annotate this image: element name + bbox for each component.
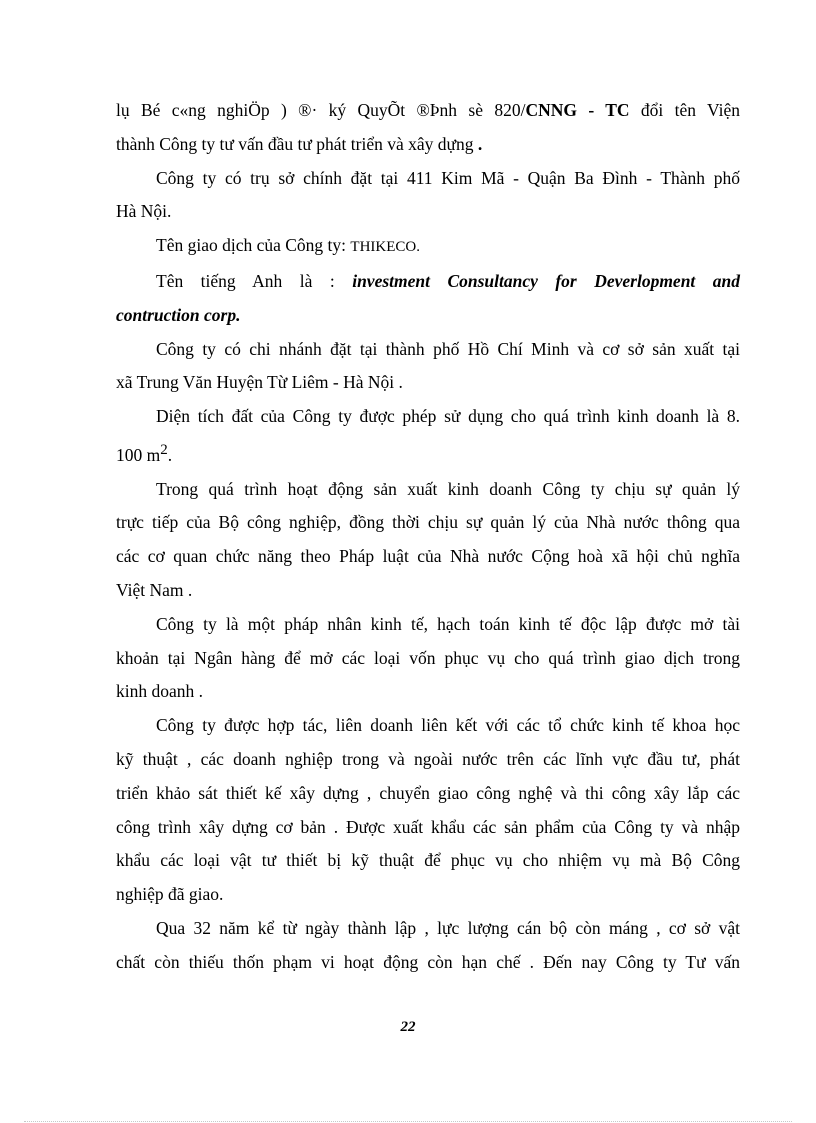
text-line: xã Trung Văn Huyện Từ Liêm - Hà Nội .	[116, 372, 403, 393]
text-line: Hà Nội.	[116, 201, 172, 222]
paragraph-10	[116, 912, 740, 980]
superscript: 2	[160, 441, 168, 458]
page-number: 22	[400, 1019, 416, 1035]
text-line: Công ty được hợp tác, liên doanh liên kết với các tổ chức kinh tế khoa học	[156, 715, 740, 736]
text-run: 100 m	[116, 444, 161, 465]
text-line: khẩu các loại vật tư thiết bị kỹ thuật để phục vụ cho nhiệm vụ mà Bộ Công	[116, 850, 740, 871]
paragraph-2	[116, 162, 740, 230]
text-line: Việt Nam .	[116, 579, 193, 600]
text-line: chất còn thiếu thốn phạm vi hoạt động còn hạn chế . Đến nay Công ty Tư vấn	[116, 951, 740, 972]
text-line: các cơ quan chức năng theo Pháp luật của Nhà nước Cộng hoà xã hội chủ nghĩa	[116, 546, 740, 567]
text-run: thành Công ty tư vấn đầu tư phát triển và xây dựng	[116, 133, 474, 154]
paragraph-7	[116, 473, 740, 608]
text-line: công trình xây dựng cơ bản . Được xuất khẩu các sản phẩm của Công ty và nhập	[116, 816, 740, 837]
text-run: lụ Bé c«ng nghiÖp ) ®· ký QuyÕt ®Þnh sè 820/	[116, 100, 526, 120]
text-line: kỹ thuật , các doanh nghiệp trong và ngoài nước trên các lĩnh vực đầu tư, phát	[116, 748, 740, 769]
paragraph-1	[116, 94, 740, 162]
text-line	[116, 265, 740, 299]
text-line: khoản tại Ngân hàng để mở các loại vốn phục vụ cho quá trình giao dịch trong	[116, 647, 740, 668]
text-line: Công ty có chi nhánh đặt tại thành phố Hồ Chí Minh và cơ sở sản xuất tại	[156, 338, 740, 359]
text-run: Tên tiếng Anh là :	[156, 270, 353, 291]
paragraph-5	[116, 333, 740, 401]
text-line	[116, 434, 740, 473]
text-line	[116, 94, 740, 128]
paragraph-3	[116, 229, 740, 265]
paragraph-4	[116, 265, 740, 333]
text-line: kinh doanh .	[116, 681, 204, 702]
paragraph-8	[116, 608, 740, 709]
text-run-bold: CNNG - TC	[525, 100, 630, 120]
text-line	[116, 229, 740, 265]
text-line: triển khảo sát thiết kế xây dựng , chuyển giao công nghệ và thi công xây lắp các	[116, 782, 740, 803]
text-line: Công ty có trụ sở chính đặt tại 411 Kim Mã - Quận Ba Đình - Thành phố	[156, 167, 740, 188]
text-line: Diện tích đất của Công ty được phép sử dụng cho quá trình kinh doanh là 8.	[156, 406, 740, 427]
text-line: trực tiếp của Bộ công nghiệp, đồng thời chịu sự quản lý của Nhà nước thông qua	[116, 512, 740, 533]
english-name-continued: contruction corp.	[116, 304, 241, 325]
text-run: đổi tên Viện	[629, 100, 740, 120]
paragraph-9	[116, 709, 740, 912]
text-line: Công ty là một pháp nhân kinh tế, hạch toán kinh tế độc lập được mở tài	[156, 613, 740, 634]
trade-name: THIKECO.	[350, 239, 420, 256]
text-line	[116, 128, 740, 162]
text-run: .	[167, 444, 173, 465]
page-bottom-divider	[24, 1121, 792, 1122]
text-line: Qua 32 năm kể từ ngày thành lập , lực lượng cán bộ còn máng , cơ sở vật	[156, 917, 740, 938]
document-body	[116, 94, 740, 980]
paragraph-6	[116, 400, 740, 472]
english-name: investment Consultancy for Deverlopment and	[352, 270, 740, 291]
text-run-bold: .	[477, 133, 483, 154]
text-line: Trong quá trình hoạt động sản xuất kinh doanh Công ty chịu sự quản lý	[156, 478, 740, 499]
text-line: nghiệp đã giao.	[116, 884, 224, 905]
text-run: Tên giao dịch của Công ty:	[156, 235, 351, 256]
